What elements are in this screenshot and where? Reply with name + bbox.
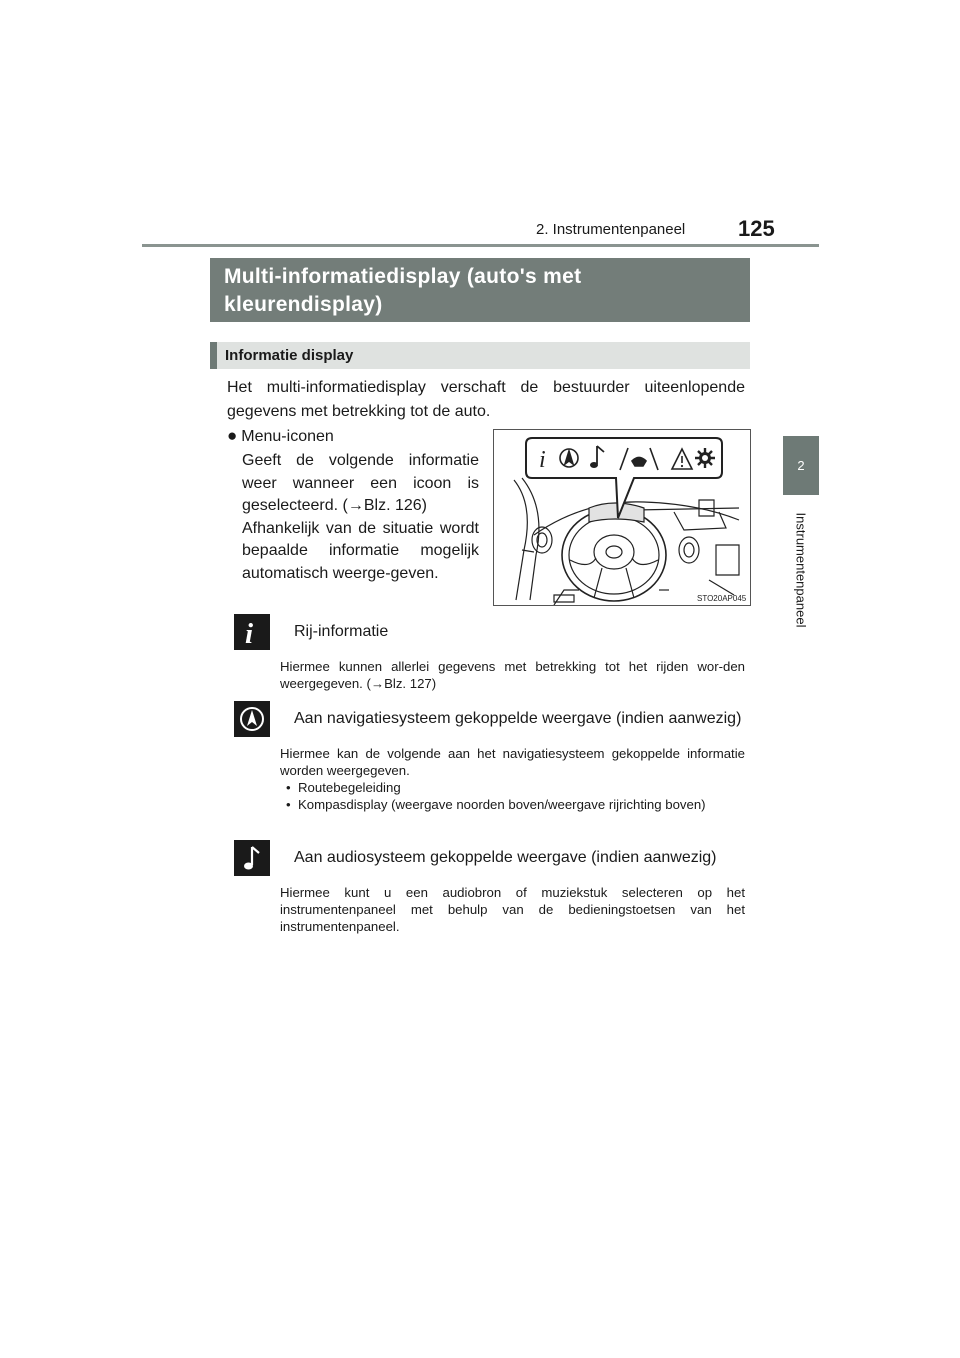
item-desc-audio xyxy=(280,884,745,935)
section-title-line2: kleurendisplay) xyxy=(224,293,383,316)
svg-text:i: i xyxy=(245,618,254,650)
list-item: • Kompasdisplay (weergave noorden boven/weergave rijrichting boven) xyxy=(280,796,745,813)
menu-bullet xyxy=(227,424,334,449)
subsection-title: Informatie display xyxy=(210,342,750,369)
bullet-dot-icon: ● xyxy=(227,426,238,445)
item-title-rij-informatie: Rij-informatie xyxy=(294,623,389,640)
info-icon xyxy=(234,614,270,650)
menu-bullet-label: Menu-iconen xyxy=(241,428,334,445)
header-divider xyxy=(142,244,819,247)
item-desc-text: Hiermee kan de volgende aan het navigatiesysteem gekoppelde informatie worden weergegeven. xyxy=(280,746,745,778)
chapter-tab-label-text: Instrumentenpaneel xyxy=(793,512,809,627)
menu-description-1: Geeft de volgende informatie weer wanneer een icoon is geselecteerd. (→Blz. 126) xyxy=(242,452,479,514)
dashboard-illustration xyxy=(493,429,751,606)
music-note-icon xyxy=(234,840,270,876)
list-item: • Routebegeleiding xyxy=(280,779,745,796)
page-number: 125 xyxy=(738,216,775,241)
dashboard-drawing xyxy=(494,430,750,605)
item-title-navigatie: Aan navigatiesysteem gekoppelde weergave (indien aanwezig) xyxy=(294,710,742,727)
figure-code: STO20AP045 xyxy=(697,594,747,603)
menu-description xyxy=(242,450,479,585)
chapter-header: 2. Instrumentenpaneel xyxy=(536,221,686,238)
chapter-tab-label xyxy=(789,507,813,632)
menu-description-2: Afhankelijk van de situatie wordt bepaalde informatie mogelijk automatisch weerge-geven. xyxy=(242,519,479,582)
item-desc-text: Hiermee kunnen allerlei gegevens met betrekking tot het rijden wor-den weergegeven. (→Blz. 127) xyxy=(280,659,745,691)
info-icon-in-figure: i xyxy=(539,447,546,473)
item-desc-text: Hiermee kunt u een audiobron of muziekstuk selecteren op het instrumentenpaneel met behulp van de bedieningstoetsen van het instrumentenpaneel. xyxy=(280,885,745,934)
chapter-tab-number: 2 xyxy=(783,436,819,495)
section-title xyxy=(210,258,750,322)
item-title-audio: Aan audiosysteem gekoppelde weergave (indien aanwezig) xyxy=(294,849,717,866)
item-desc-navigatie xyxy=(280,745,745,813)
intro-text: Het multi-informatiedisplay verschaft de bestuurder uiteenlopende gegevens met betrekking tot de auto. xyxy=(227,379,745,420)
section-title-line1: Multi-informatiedisplay (auto's met xyxy=(224,265,582,288)
item-desc-rij-informatie xyxy=(280,658,745,692)
navigation-icon xyxy=(234,701,270,737)
